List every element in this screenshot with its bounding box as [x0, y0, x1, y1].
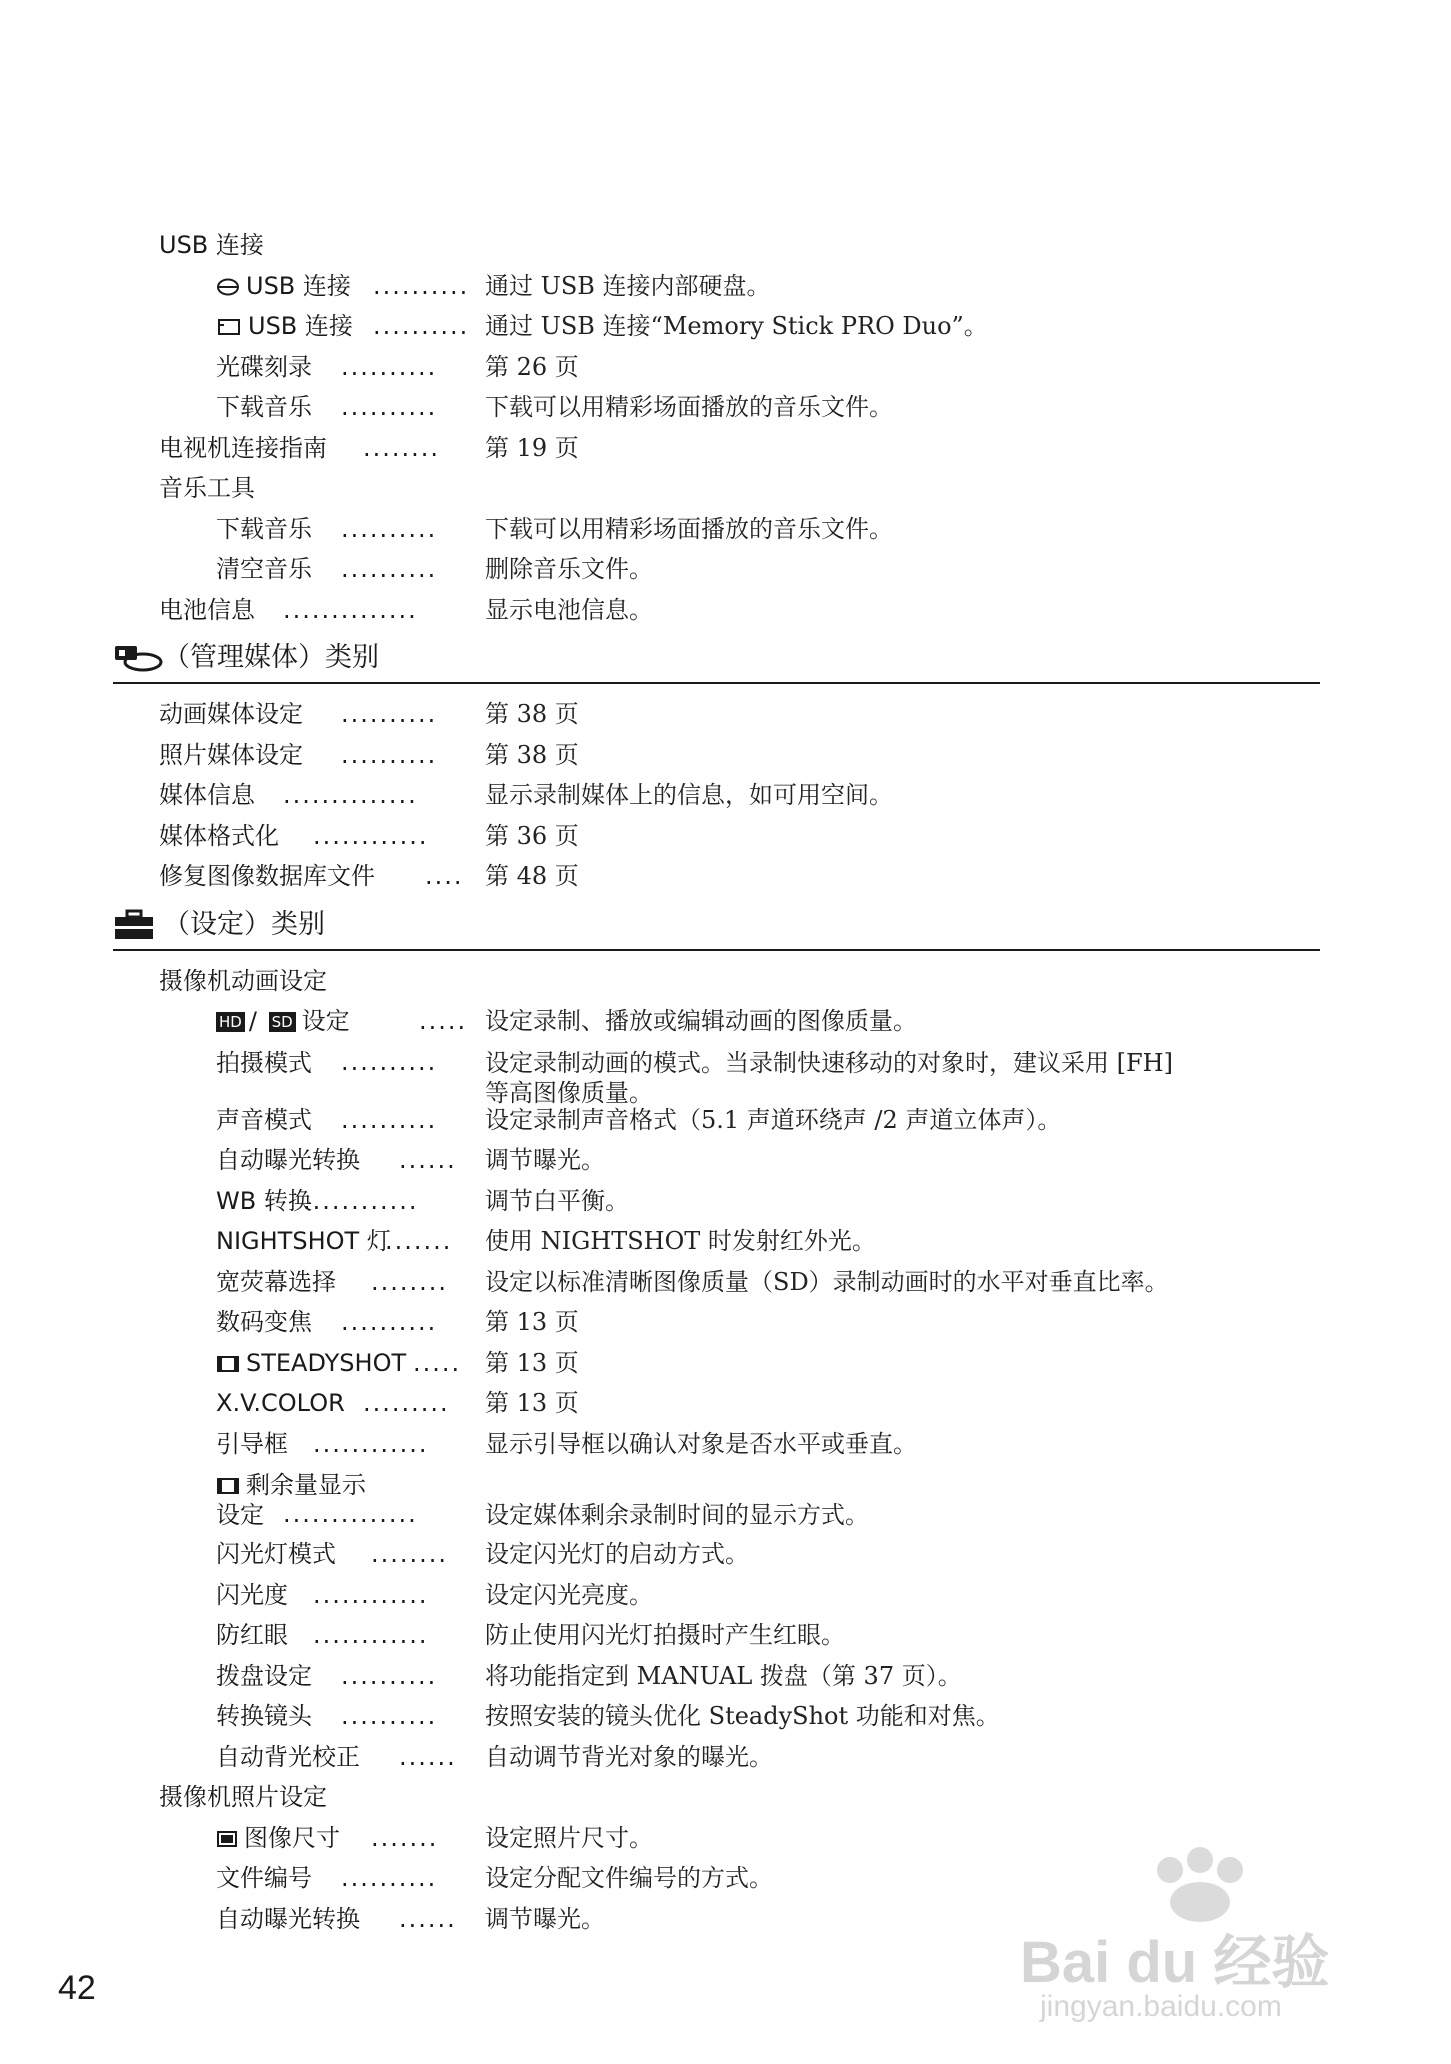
- list-item-desc: 调节曝光。: [485, 1904, 605, 1933]
- list-item-label: NIGHTSHOT 灯: [216, 1227, 391, 1255]
- list-item: 引导框 ............ 显示引导框以确认对象是否水平或垂直。: [113, 1424, 1320, 1465]
- remaining-display-label: 剩余量显示 设定: [216, 1471, 366, 1529]
- usb-heading-label: USB 连接: [159, 231, 264, 259]
- list-item-desc: 第 38 页: [485, 740, 579, 769]
- list-item: 数码变焦 .......... 第 13 页: [113, 1302, 1320, 1343]
- music-tools-label: 音乐工具: [159, 474, 255, 502]
- list-item-label: 光碟刻录: [216, 352, 312, 381]
- list-item: 宽荧幕选择 ........ 设定以标准清晰图像质量（SD）录制动画时的水平对垂直比率。: [113, 1262, 1320, 1303]
- list-item: 下载音乐 .......... 下载可以用精彩场面播放的音乐文件。: [113, 509, 1320, 550]
- list-item: HD / SD 设定 ..... 设定录制、播放或编辑动画的图像质量。: [113, 1001, 1320, 1042]
- list-item-desc: 第 38 页: [485, 700, 579, 728]
- usb-memory-stick-label: USB 连接: [216, 306, 353, 347]
- baidu-watermark: [1020, 1840, 1380, 2040]
- list-item: NIGHTSHOT 灯 ....... 使用 NIGHTSHOT 时发射红外光。: [113, 1221, 1320, 1262]
- list-item-label: 下载音乐: [216, 393, 312, 421]
- list-item: USB 连接 .......... 通过 USB 连接内部硬盘。: [113, 266, 1320, 307]
- list-item-label: 下载音乐: [216, 514, 312, 543]
- list-item-label: 文件编号: [216, 1864, 312, 1892]
- list-item-desc: 设定照片尺寸。: [485, 1823, 653, 1852]
- media-management-icon: [113, 642, 165, 674]
- list-item-desc: 第 19 页: [485, 433, 579, 462]
- list-item-label: 宽荧幕选择: [216, 1267, 336, 1296]
- usb-heading: [113, 225, 1320, 266]
- page-number: 42: [58, 1969, 96, 2007]
- list-item: 媒体格式化 ............ 第 36 页: [113, 816, 1320, 857]
- list-item: 自动曝光转换 ...... 调节曝光。: [113, 1899, 1320, 1940]
- list-item-desc: 删除音乐文件。: [485, 555, 653, 583]
- list-item-label: 电池信息: [159, 595, 255, 624]
- list-item-desc: 显示录制媒体上的信息，如可用空间。: [485, 781, 893, 809]
- list-item: X.V.COLOR ......... 第 13 页: [113, 1383, 1320, 1424]
- photo-icon: [216, 1830, 238, 1848]
- media-category-heading: [113, 638, 1320, 684]
- list-item-desc: 设定录制、播放或编辑动画的图像质量。: [485, 1007, 917, 1035]
- list-item: 电池信息 .............. 显示电池信息。: [113, 590, 1320, 631]
- list-item-desc: 设定闪光灯的启动方式。: [485, 1540, 749, 1568]
- list-item-label: 动画媒体设定: [159, 700, 303, 728]
- list-item-desc: 第 13 页: [485, 1348, 579, 1377]
- film-icon: [216, 1355, 240, 1373]
- list-item-label: 数码变焦: [216, 1308, 312, 1336]
- list-item-desc: 设定录制动画的模式。当录制快速移动的对象时，建议采用 [FH] 等高图像质量。: [485, 1048, 1173, 1107]
- list-item-desc: 防止使用闪光灯拍摄时产生红眼。: [485, 1621, 845, 1649]
- list-item: USB 连接 .......... 通过 USB 连接“Memory Stick PRO Duo”。: [113, 306, 1320, 347]
- list-item-label: WB 转换: [216, 1186, 312, 1215]
- list-item-desc: 将功能指定到 MANUAL 拨盘（第 37 页）。: [485, 1661, 962, 1690]
- list-item-label: 清空音乐: [216, 555, 312, 583]
- list-item-label: 自动曝光转换: [216, 1904, 360, 1933]
- list-item: 动画媒体设定 .......... 第 38 页: [113, 694, 1320, 735]
- list-item-label: 防红眼: [216, 1621, 288, 1649]
- list-item: 拨盘设定 .......... 将功能指定到 MANUAL 拨盘（第 37 页）。: [113, 1656, 1320, 1697]
- list-item-label: 媒体信息: [159, 781, 255, 809]
- list-item-desc: 调节曝光。: [485, 1146, 605, 1174]
- list-item: 剩余量显示 设定 .............. 设定媒体剩余录制时间的显示方式。: [216, 1471, 869, 1529]
- settings-category-title: （设定）类别: [163, 908, 325, 940]
- list-item-label: 拍摄模式: [216, 1048, 312, 1077]
- media-category-title: （管理媒体）类别: [163, 642, 379, 673]
- camera-photo-heading: [113, 1777, 1320, 1818]
- list-item: 光碟刻录 .......... 第 26 页: [113, 347, 1320, 388]
- menu-list: [113, 225, 1320, 1939]
- list-item-desc: 调节白平衡。: [485, 1186, 629, 1215]
- hard-disk-icon: [216, 277, 240, 297]
- image-size-label: 图像尺寸: [216, 1818, 340, 1859]
- list-item-desc: 通过 USB 连接内部硬盘。: [485, 271, 771, 300]
- list-item: 拍摄模式 .......... 设定录制动画的模式。当录制快速移动的对象时，建议采用 [FH] 等高图像质量。: [216, 1047, 1173, 1107]
- list-item-desc: 第 13 页: [485, 1389, 579, 1417]
- camera-movie-label: 摄像机动画设定: [159, 966, 327, 995]
- list-item: 自动背光校正 ...... 自动调节背光对象的曝光。: [113, 1737, 1320, 1778]
- list-item: 图像尺寸 ....... 设定照片尺寸。: [113, 1818, 1320, 1859]
- list-item-label: 声音模式: [216, 1105, 312, 1134]
- list-item-desc: 设定录制声音格式（5.1 声道环绕声 /2 声道立体声）。: [485, 1105, 1062, 1134]
- list-item-desc: 下载可以用精彩场面播放的音乐文件。: [485, 393, 893, 421]
- list-item-desc: 显示引导框以确认对象是否水平或垂直。: [485, 1429, 917, 1458]
- settings-category-heading: [113, 905, 1320, 951]
- camera-photo-label: 摄像机照片设定: [159, 1783, 327, 1811]
- list-item: 闪光灯模式 ........ 设定闪光灯的启动方式。: [113, 1534, 1320, 1575]
- list-item: 媒体信息 .............. 显示录制媒体上的信息，如可用空间。: [113, 775, 1320, 816]
- usb-hdd-label: USB 连接: [216, 266, 351, 307]
- list-item-label: 照片媒体设定: [159, 740, 303, 769]
- list-item-label: 电视机连接指南: [159, 433, 327, 462]
- watermark-brand: Bai du 经验: [1020, 1930, 1330, 1995]
- list-item-label: X.V.COLOR: [216, 1389, 345, 1417]
- list-item-label: 闪光度: [216, 1580, 288, 1609]
- sd-badge-icon: SD: [269, 1012, 296, 1032]
- list-item: STEADYSHOT ..... 第 13 页: [113, 1343, 1320, 1384]
- list-item-desc: 设定分配文件编号的方式。: [485, 1864, 773, 1892]
- list-item-desc: 下载可以用精彩场面播放的音乐文件。: [485, 514, 893, 543]
- list-item: 文件编号 .......... 设定分配文件编号的方式。: [113, 1858, 1320, 1899]
- camera-movie-heading: [113, 961, 1320, 1002]
- list-item-label: 媒体格式化: [159, 821, 279, 850]
- list-item-desc: 设定闪光亮度。: [485, 1580, 653, 1609]
- list-item: 声音模式 .......... 设定录制声音格式（5.1 声道环绕声 /2 声道立体声）。: [113, 1100, 1320, 1141]
- list-item-label: 拨盘设定: [216, 1661, 312, 1690]
- list-item: 照片媒体设定 .......... 第 38 页: [113, 735, 1320, 776]
- list-item-label: 自动背光校正: [216, 1742, 360, 1771]
- list-item: 下载音乐 .......... 下载可以用精彩场面播放的音乐文件。: [113, 387, 1320, 428]
- list-item: 清空音乐 .......... 删除音乐文件。: [113, 549, 1320, 590]
- list-item: 自动曝光转换 ...... 调节曝光。: [113, 1140, 1320, 1181]
- list-item: 闪光度 ............ 设定闪光亮度。: [113, 1575, 1320, 1616]
- list-item-label: 自动曝光转换: [216, 1146, 360, 1174]
- list-item-desc: 第 13 页: [485, 1308, 579, 1336]
- list-item-label: 修复图像数据库文件: [159, 862, 375, 890]
- list-item: 防红眼 ............ 防止使用闪光灯拍摄时产生红眼。: [113, 1615, 1320, 1656]
- list-item-label: 转换镜头: [216, 1702, 312, 1730]
- list-item-desc: 显示电池信息。: [485, 595, 653, 624]
- list-item-desc: 自动调节背光对象的曝光。: [485, 1742, 773, 1771]
- list-item-desc: 设定媒体剩余录制时间的显示方式。: [485, 1501, 869, 1529]
- film-icon: [216, 1477, 240, 1495]
- list-item-label: 闪光灯模式: [216, 1540, 336, 1568]
- list-item-desc: 第 36 页: [485, 821, 579, 850]
- list-item: WB 转换 ............ 调节白平衡。: [113, 1181, 1320, 1222]
- hd-sd-setting-label: HD / SD 设定: [216, 1001, 350, 1042]
- list-item-desc: 按照安装的镜头优化 SteadyShot 功能和对焦。: [485, 1702, 1000, 1730]
- list-item-desc: 使用 NIGHTSHOT 时发射红外光。: [485, 1227, 876, 1255]
- list-item: 转换镜头 .......... 按照安装的镜头优化 SteadyShot 功能和对焦。: [113, 1696, 1320, 1737]
- list-item: 电视机连接指南 ........ 第 19 页: [113, 428, 1320, 469]
- list-item: 修复图像数据库文件 .... 第 48 页: [113, 856, 1320, 897]
- music-tools-heading: [113, 468, 1320, 509]
- list-item-desc: 设定以标准清晰图像质量（SD）录制动画时的水平对垂直比率。: [485, 1267, 1169, 1296]
- list-item-label: 引导框: [216, 1429, 288, 1458]
- list-item-desc: 第 48 页: [485, 862, 579, 890]
- list-item-desc: 通过 USB 连接“Memory Stick PRO Duo”。: [485, 312, 988, 340]
- list-item-desc: 第 26 页: [485, 352, 579, 381]
- hd-badge-icon: HD: [216, 1012, 245, 1032]
- toolbox-icon: [113, 909, 165, 941]
- memory-stick-icon: [216, 317, 242, 337]
- watermark-url: jingyan.baidu.com: [1040, 1990, 1282, 2023]
- steadyshot-label: STEADYSHOT: [216, 1343, 406, 1384]
